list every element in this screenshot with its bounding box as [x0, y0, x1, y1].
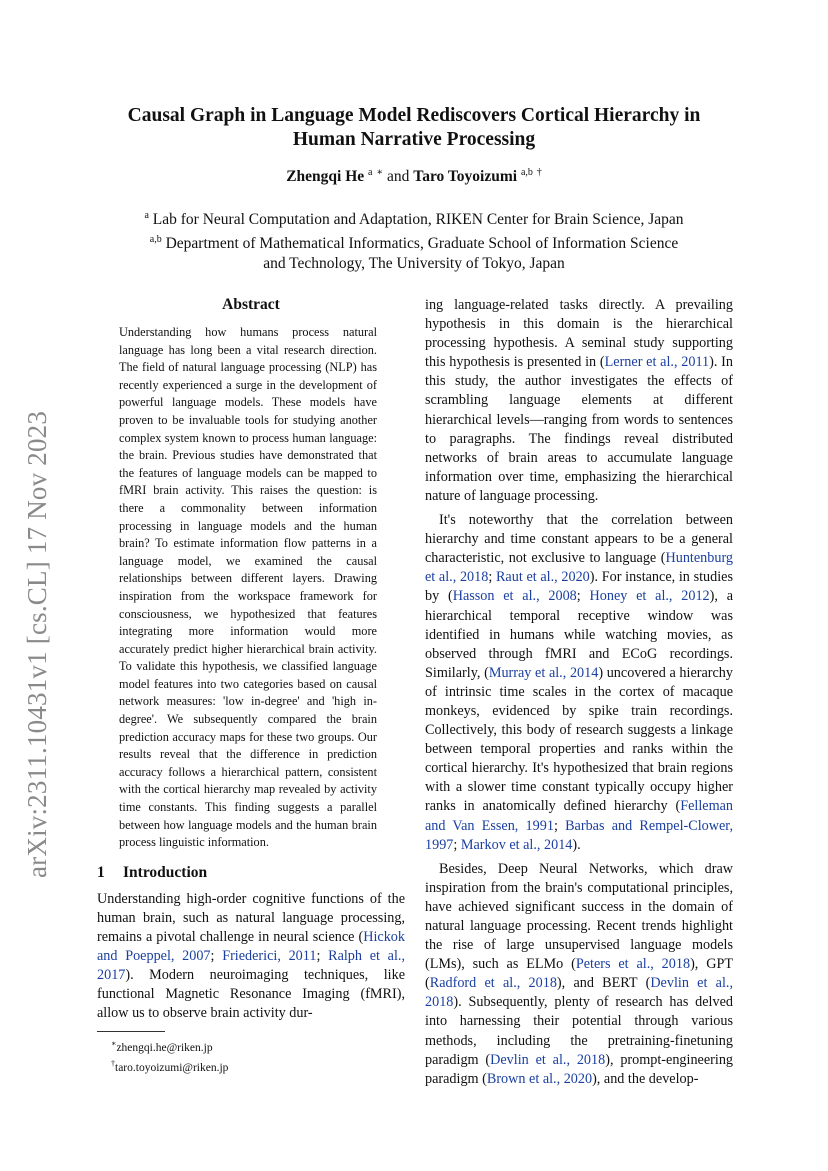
text-run: ). Modern neuroimaging techniques, like functional Magnetic Resonance Imaging (fMRI), allow us to observe brain activity dur- [97, 967, 405, 1022]
affiliation-a [90, 206, 738, 230]
text-run: ), and the develop- [592, 1070, 699, 1087]
citation-link[interactable]: Lerner et al., 2011 [604, 354, 710, 371]
text-run: Besides, Deep Neural Networks, which draw inspiration from the brain's computational principles, have achieved significant success in the domain of natural language processing. Recent trends highlight the rise of large unsupervised language models (LMs), such as ELMo ( [425, 860, 733, 973]
text-run: ; [453, 836, 461, 853]
section-heading-introduction [97, 864, 405, 882]
affiliations [90, 206, 738, 274]
intro-paragraph-1-cont [425, 296, 733, 506]
paper-title [90, 104, 738, 152]
text-run: ), prompt-engineering paradigm ( [425, 1051, 734, 1087]
citation-link[interactable]: Honey et al., 2012 [589, 588, 710, 605]
author-2: Taro Toyoizumi [413, 168, 518, 186]
author-1-mark: ∗ [376, 167, 384, 178]
title-line-2: Human Narrative Processing [292, 129, 536, 150]
author-1: Zhengqi He [286, 168, 365, 186]
citation-link[interactable]: Radford et al., 2018 [429, 975, 557, 992]
section-number: 1 [97, 863, 105, 881]
left-column [97, 296, 405, 1076]
intro-paragraph-3 [425, 860, 733, 1089]
citation-link[interactable]: Markov et al., 2014 [460, 836, 573, 853]
citation-link[interactable]: Friederici, 2011 [222, 948, 317, 965]
footnote-1-mark: ∗ [111, 1039, 117, 1049]
text-run: ), and BERT ( [556, 975, 651, 992]
text-run: ), a hierarchical temporal receptive window was identified in humans while watching movies, as observed through fMRI and ECoG recordings. Similarly, ( [425, 588, 733, 681]
affiliation-b-cont: and Technology, The University of Tokyo, Japan [263, 255, 565, 273]
section-title: Introduction [123, 863, 208, 881]
text-run: ; [488, 569, 496, 586]
citation-link[interactable]: Murray et al., 2014 [488, 664, 599, 681]
arxiv-identifier: arXiv:2311.10431v1 [cs.CL] 17 Nov 2023 [22, 410, 52, 878]
author-1-affil: a [368, 167, 373, 178]
footnote-1-email[interactable]: zhengqi.he@riken.jp [116, 1042, 213, 1055]
citation-link[interactable]: Hasson et al., 2008 [452, 588, 577, 605]
text-run: ). [572, 836, 581, 853]
author-2-affil: a,b [520, 167, 533, 178]
citation-link[interactable]: Raut et al., 2020 [495, 569, 590, 586]
text-run: ing language-related tasks directly. A prevailing hypothesis in this domain is the hierarchical processing hypothesis. A seminal study supporting this hypothesis is presented in ( [425, 297, 733, 371]
citation-link[interactable]: Devlin et al., 2018 [490, 1051, 606, 1068]
text-run: Understanding high-order cognitive functions of the human brain, such as natural language processing, remains a pivotal challenge in neural science ( [97, 890, 405, 945]
footnote-2-email[interactable]: taro.toyoizumi@riken.jp [115, 1062, 229, 1075]
title-line-1: Causal Graph in Language Model Rediscovers Cortical Hierarchy in [127, 105, 701, 126]
citation-link[interactable]: Barbas and Rempel-Clower, 1997 [425, 817, 733, 853]
affiliation-b-text: Department of Mathematical Informatics, Graduate School of Information Science [165, 235, 679, 253]
text-run: ; [316, 948, 329, 965]
text-run: It's noteworthy that the correlation between hierarchy and time constant appears to be a general characteristic, not exclusive to language ( [425, 512, 733, 567]
text-run: ). For instance, in studies by ( [425, 569, 733, 605]
citation-link[interactable]: Ralph et al., 2017 [97, 948, 405, 984]
footnote-1 [111, 1036, 405, 1056]
intro-paragraph-2 [425, 511, 733, 855]
citation-link[interactable]: Huntenburg et al., 2018 [425, 550, 733, 586]
footnote-2-mark: † [111, 1059, 115, 1069]
abstract-text: Understanding how humans process natural language has long been a vital research direction. The field of natural language processing (NLP) has recently experienced a surge in the development of powerful language models. These models have proven to be invaluable tools for studying another complex system known to process human language: the brain. Previous studies have demonstrated that the features of language models can be mapped to fMRI brain activity. This raises the question: is there a commonality between information processing in language models and the human brain? To estimate information flow patterns in a language model, we examined the causal relationships between different layers. Drawing inspiration from the workspace framework for consciousness, we hypothesized that features integrating more information would more accurately predict higher hierarchical brain activity. To validate this hypothesis, we classified language model features into two categories based on causal network measures: 'low in-degree' and 'high in-degree'. We subsequently compared the brain prediction accuracy maps for these two groups. Our results reveal that the difference in prediction accuracy follows a hierarchical pattern, consistent with the cortical hierarchy map revealed by activity time constants. This finding suggests a parallel between how language models and the human brain process linguistic information. [119, 325, 377, 850]
author-conjunction: and [387, 168, 410, 186]
text-run: ). In this study, the author investigates the effects of scrambling language elements at different hierarchical levels—ranging from words to sentences to paragraphs. The findings reveal distributed networks of brain areas to accumulate language information over time, emphasizing the hierarchical nature of language processing. [425, 354, 733, 504]
citation-link[interactable]: Peters et al., 2018 [575, 956, 691, 973]
text-run: ), GPT ( [425, 956, 733, 992]
citation-link[interactable]: Hickok and Poeppel, 2007 [97, 929, 405, 965]
affiliation-a-text: Lab for Neural Computation and Adaptation, RIKEN Center for Brain Science, Japan [152, 211, 684, 229]
text-run: ; [210, 948, 223, 965]
footnote-2 [111, 1056, 405, 1076]
intro-paragraph-1 [97, 890, 405, 1024]
right-column [425, 296, 733, 1089]
affiliation-b-sup: a,b [149, 234, 162, 246]
text-run: ; [576, 588, 590, 605]
affiliation-a-sup: a [144, 210, 149, 221]
affiliation-b [90, 230, 738, 254]
author-line [90, 167, 738, 186]
citation-link[interactable]: Felleman and Van Essen, 1991 [425, 798, 733, 834]
citation-link[interactable]: Devlin et al., 2018 [425, 975, 733, 1011]
citation-link[interactable]: Brown et al., 2020 [486, 1070, 593, 1087]
author-2-mark: † [536, 167, 542, 178]
text-run: ; [553, 817, 566, 834]
text-run: ) uncovered a hierarchy of intrinsic time scales in the cortex of macaque monkeys, evidenced by spike train recordings. Collectively, this body of research suggests a linkage between temporal properties and ranks within the cortical hierarchy. It's hypothesized that brain regions with a slower time constant typically occupy higher ranks in anatomically defined hierarchy ( [425, 664, 733, 815]
text-run: ). Subsequently, plenty of research has delved into harnessing their potential through various methods, including the pretraining-finetuning paradigm ( [425, 994, 733, 1068]
abstract-heading: Abstract [222, 296, 280, 313]
footnote-rule [97, 1031, 165, 1032]
